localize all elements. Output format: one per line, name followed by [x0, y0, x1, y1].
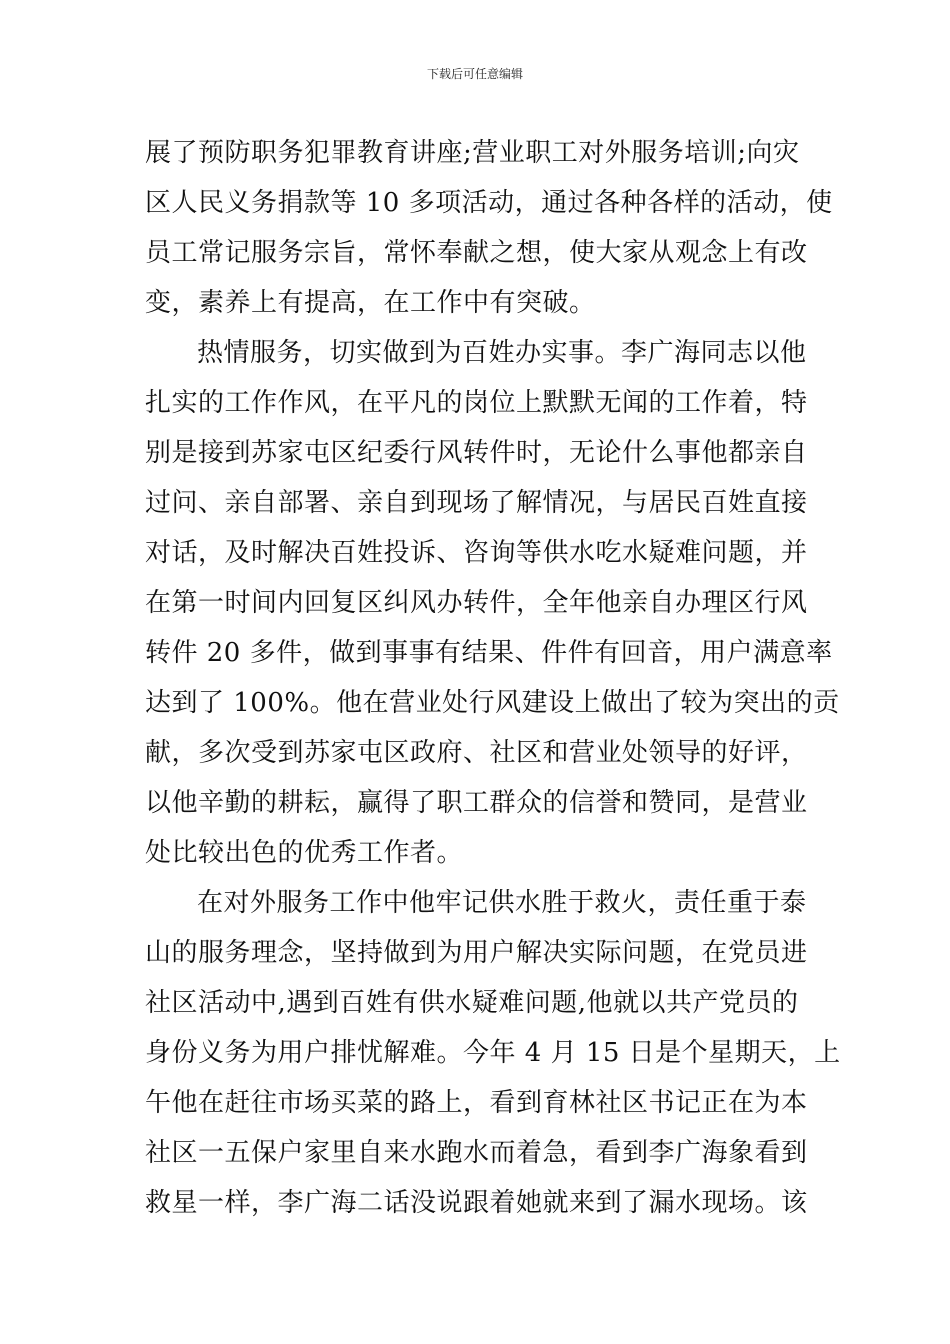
document-body: [145, 128, 841, 1228]
text-line: 社区一五保户家里自来水跑水而着急，看到李广海象看到: [145, 1138, 808, 1168]
text-line: 以他辛勤的耕耘，赢得了职工群众的信誉和赞同，是营业: [145, 788, 808, 818]
text-line: 对话，及时解决百姓投诉、咨询等供水吃水疑难问题，并: [145, 538, 808, 568]
text-line: 处比较出色的优秀工作者。: [145, 838, 464, 868]
text-line: 展了预防职务犯罪教育讲座;营业职工对外服务培训;向灾: [145, 138, 800, 168]
paragraph-first-line: 热情服务，切实做到为百姓办实事。李广海同志以他: [197, 338, 807, 368]
page-header: 下载后可任意编辑: [426, 67, 523, 81]
text-line: 别是接到苏家屯区纪委行风转件时，无论什么事他都亲自: [145, 438, 808, 468]
text-line: 在第一时间内回复区纠风办转件，全年他亲自办理区行风: [145, 588, 808, 618]
text-line: 身份义务为用户排忧解难。今年 4 月 15 日是个星期天，上: [145, 1038, 841, 1068]
text-line: 山的服务理念，坚持做到为用户解决实际问题，在党员进: [145, 938, 808, 968]
text-line: 达到了 100%。他在营业处行风建设上做出了较为突出的贡: [145, 688, 840, 718]
paragraph-first-line: 在对外服务工作中他牢记供水胜于救火，责任重于泰: [197, 888, 807, 918]
text-line: 转件 20 多件，做到事事有结果、件件有回音，用户满意率: [145, 638, 833, 668]
text-line: 过问、亲自部署、亲自到现场了解情况，与居民百姓直接: [145, 488, 808, 518]
text-line: 变，素养上有提高，在工作中有突破。: [145, 288, 596, 318]
text-line: 区人民义务捐款等 10 多项活动，通过各种各样的活动，使: [145, 188, 833, 218]
text-line: 午他在赶往市场买菜的路上，看到育林社区书记正在为本: [145, 1088, 808, 1118]
text-line: 社区活动中,遇到百姓有供水疑难问题,他就以共产党员的: [145, 988, 799, 1018]
text-line: 扎实的工作作风，在平凡的岗位上默默无闻的工作着，特: [145, 388, 808, 418]
text-line: 员工常记服务宗旨，常怀奉献之想，使大家从观念上有改: [145, 238, 808, 268]
text-line: 救星一样，李广海二话没说跟着她就来到了漏水现场。该: [145, 1188, 808, 1218]
text-line: 献，多次受到苏家屯区政府、社区和营业处领导的好评，: [145, 738, 808, 768]
